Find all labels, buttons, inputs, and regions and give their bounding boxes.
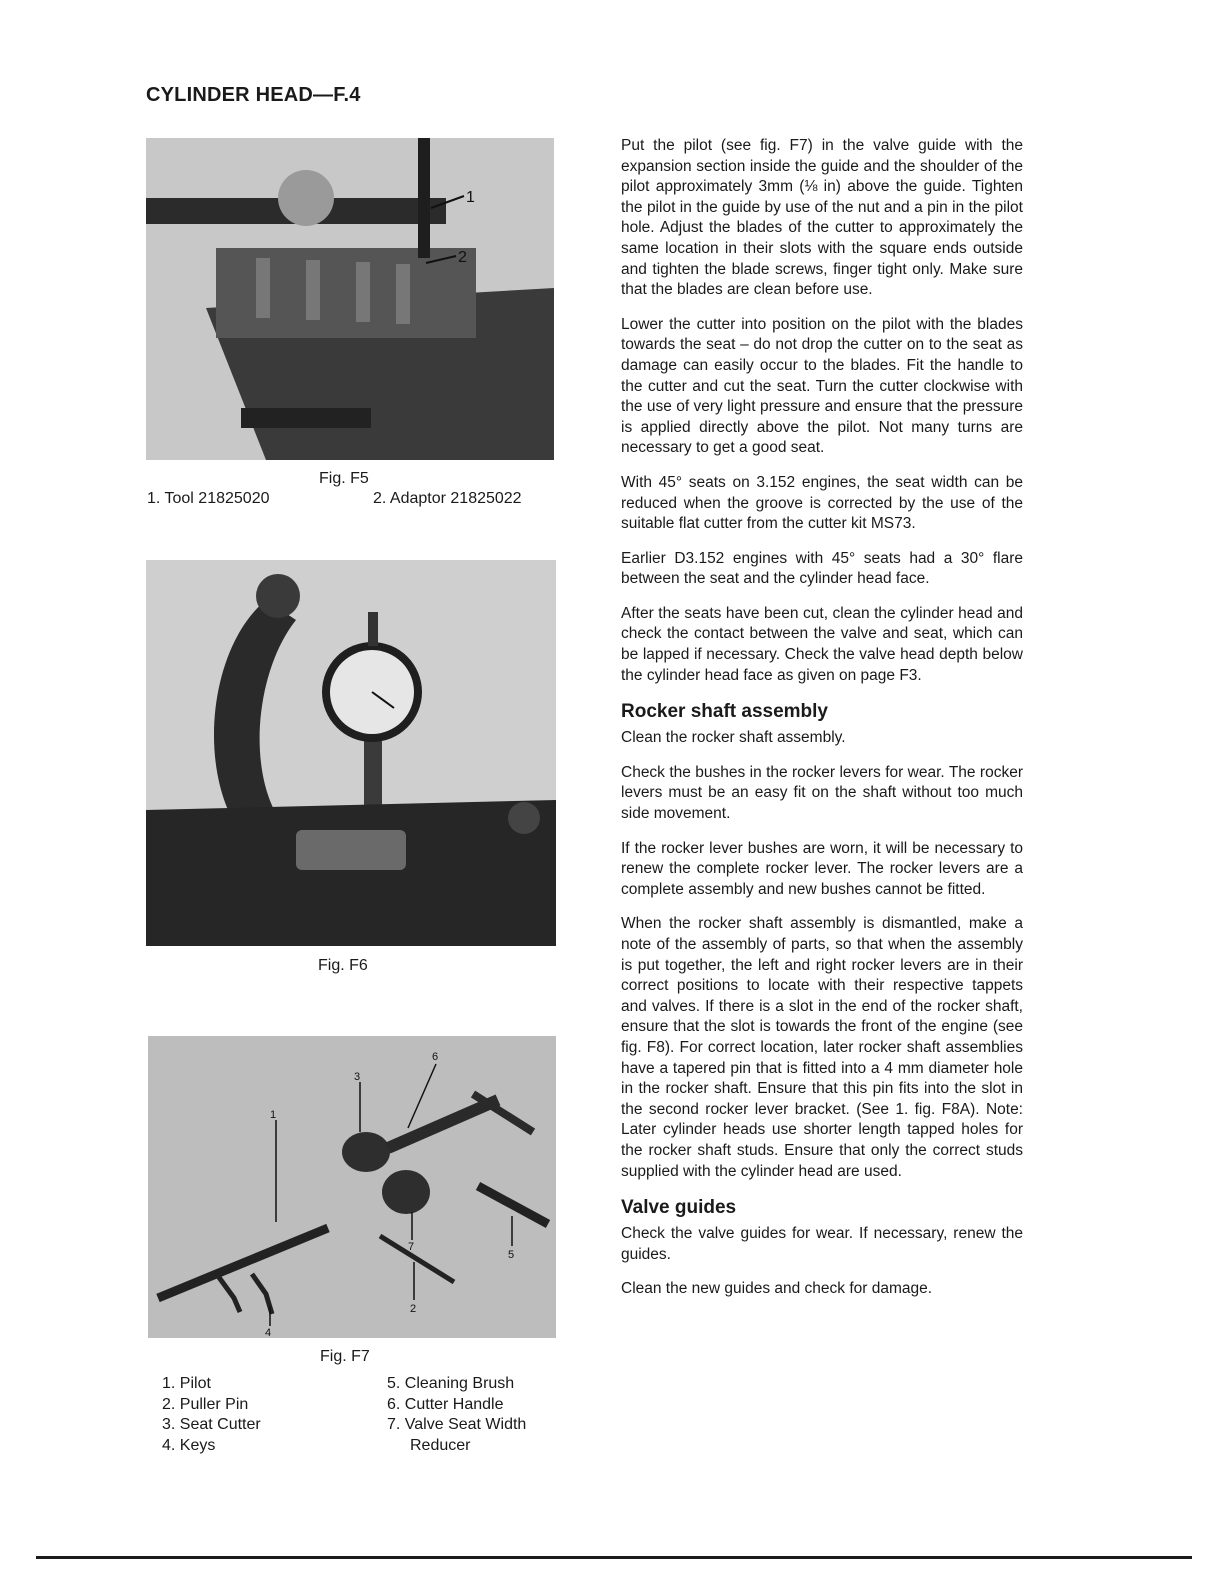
fig-f6-photo: [146, 560, 556, 946]
fig-f7-parts-list-right: [387, 1374, 526, 1456]
paragraph-clean-guides: Clean the new guides and check for damage.: [621, 1280, 933, 1298]
paragraph-dismantle: When the rocker shaft assembly is dismantled, make a note of the assembly of parts, so that when the assembly is put together, the left and right rocker levers are in their correct positions to locate with their respective tappets and valves. If there is a slot in the end of the rocker shaft, ensure that the slot is towards the front of the engine (see fig. F8). For correct location, later rocker shaft assemblies have a tapered pin that is fitted into a 4 mm diameter hole in the rocker shaft. Ensure that this pin fits into the slot in the second rocker lever bracket. (See 1. fig. F8A). Note: Later cylinder heads use shorter length tapped holes for the rocker shaft studs. Ensure that only the correct studs supplied with the cylinder head are used.: [621, 915, 1023, 1180]
parts-list-item: 4. Keys: [162, 1436, 216, 1454]
parts-list-item: 1. Pilot: [162, 1375, 211, 1392]
paragraph-earlier-engines: Earlier D3.152 engines with 45° seats had a 30° flare between the seat and the cylinder head face.: [621, 549, 1023, 588]
fig-f7-callout-5: 5: [508, 1249, 515, 1261]
parts-list-item: 7. Valve Seat Width: [387, 1416, 527, 1433]
parts-list-item: 3. Seat Cutter: [162, 1416, 261, 1433]
parts-list-item: 2. Puller Pin: [162, 1395, 249, 1413]
paragraph-pilot: Put the pilot (see fig. F7) in the valve guide with the expansion section inside the guide and the shoulder of the pilot approximately 3mm (⅛ in) above the guide. Tighten the pilot in the guide by use of the nut and a pin in the pilot hole. Adjust the blades of the cutter to approximately the same location in their slots with the square ends outside and tighten the blade screws, finger tight only. Make sure that the blades are clean before use.: [621, 137, 1023, 299]
fig-f5-photo: [146, 138, 554, 460]
fig-f6-label: Fig. F6: [318, 957, 368, 974]
paragraph-check-bushes: Check the bushes in the rocker levers for wear. The rocker levers must be an easy fit on the shaft without too much side movement.: [621, 763, 1023, 823]
paragraph-after-cut: After the seats have been cut, clean the cylinder head and check the contact between the valve and seat, which can be lapped if necessary. Check the valve head depth below the cylinder head face as given on page F3.: [621, 604, 1023, 684]
parts-list-item: 5. Cleaning Brush: [387, 1375, 515, 1392]
parts-list-item: 6. Cutter Handle: [387, 1395, 504, 1413]
fig-f7-callout-3: 3: [354, 1071, 361, 1083]
fig-f7-photo: [148, 1036, 556, 1338]
heading-valve-guides: Valve guides: [621, 1197, 737, 1219]
paragraph-clean-rocker: Clean the rocker shaft assembly.: [621, 729, 846, 747]
parts-list-item: Reducer: [410, 1436, 471, 1454]
paragraph-worn-bushes: If the rocker lever bushes are worn, it will be necessary to renew the complete rocker lever. The rocker levers are a complete assembly and new bushes cannot be fitted.: [621, 839, 1023, 898]
paragraph-cutter: Lower the cutter into position on the pilot with the blades towards the seat – do not drop the cutter on to the seat as damage can easily occur to the blades. Fit the handle to the cutter and cut the seat. Turn the cutter clockwise with the use of very light pressure and ensure that the pressure is applied directly above the pilot. Not many turns are necessary to get a good seat.: [621, 315, 1023, 457]
fig-f7-callout-7: 7: [408, 1241, 415, 1253]
fig-f7-parts-list-left: [162, 1374, 261, 1456]
paragraph-check-guides: Check the valve guides for wear. If necessary, renew the guides.: [621, 1225, 1023, 1263]
fig-f5-callout-1: 1: [466, 189, 475, 206]
fig-f7-label: Fig. F7: [320, 1348, 370, 1365]
body-text-column: [621, 136, 1023, 1314]
paragraph-45-seats: With 45° seats on 3.152 engines, the seat width can be reduced when the groove is corrected by the use of the suitable flat cutter from the cutter kit MS73.: [621, 473, 1023, 533]
fig-f5-callout-2: 2: [458, 249, 467, 266]
bottom-rule: [36, 1556, 1192, 1559]
fig-f7-callout-1: 1: [270, 1109, 277, 1121]
fig-f7-callout-4: 4: [265, 1327, 272, 1338]
fig-f7-callout-6: 6: [432, 1051, 439, 1063]
fig-f5-caption-adaptor: 2. Adaptor 21825022: [373, 490, 522, 507]
page-title: CYLINDER HEAD—F.4: [146, 84, 361, 106]
fig-f5-caption-tool: 1. Tool 21825020: [147, 490, 270, 507]
fig-f5-label: Fig. F5: [319, 470, 369, 487]
heading-rocker-shaft: Rocker shaft assembly: [621, 701, 828, 723]
fig-f7-callout-2: 2: [410, 1303, 417, 1315]
